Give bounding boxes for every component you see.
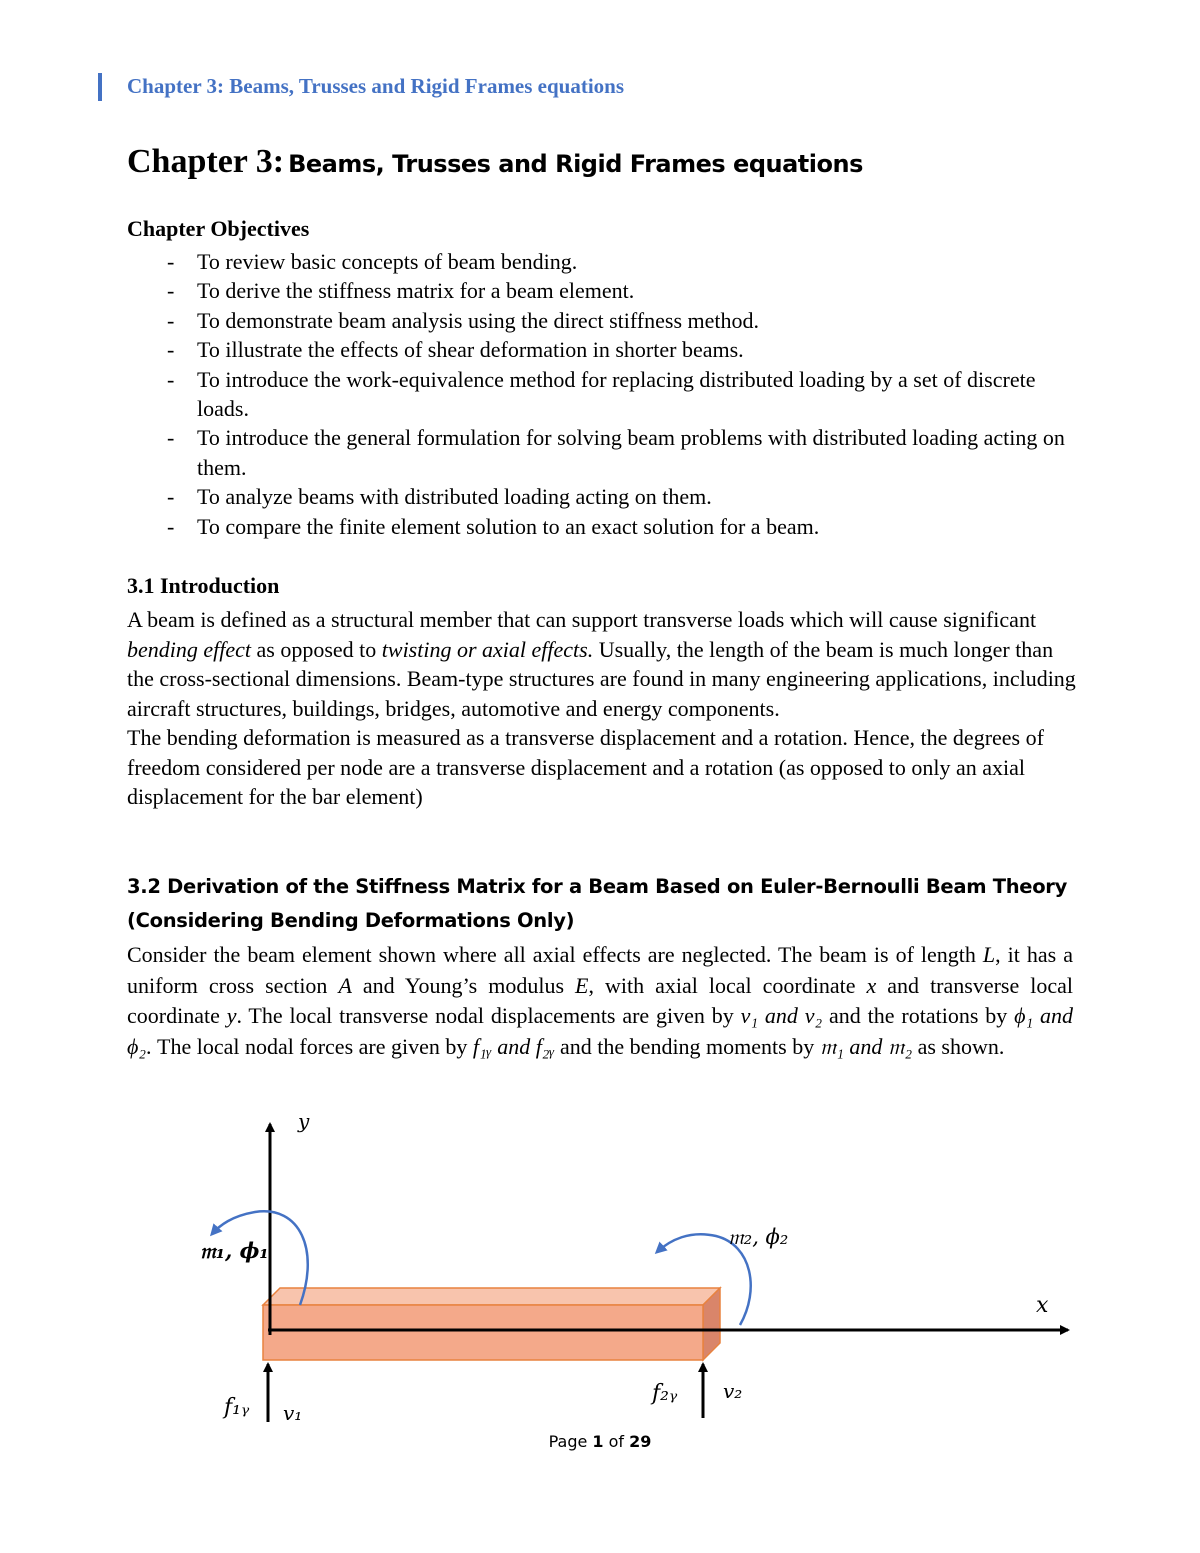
objective-text: To demonstrate beam analysis using the direct stiffness method.	[197, 307, 759, 333]
bullet-dash: -	[167, 513, 175, 539]
objective-item	[127, 365, 1087, 424]
displacement-1-label: v₁	[283, 1401, 303, 1425]
objective-text: To introduce the general formulation for solving beam problems with distributed loading acting on them.	[197, 425, 1065, 480]
intro-paragraph-2: The bending deformation is measured as a transverse displacement and a rotation. Hence, the degrees of freedom considered per node are a transverse displacement and a rotation (as opposed to only an axial displacement for the bar element)	[127, 725, 1044, 809]
objective-text: To compare the finite element solution to an exact solution for a beam.	[197, 513, 820, 539]
bullet-dash: -	[167, 484, 175, 510]
intro-paragraph-1: A beam is defined as a structural member that can support transverse loads which will cause significant bending effect as opposed to twisting or axial effects. Usually, the length of the beam is much longer than the cross-sectional dimensions. Beam-type structures are found in many engineering applications, including aircraft structures, buildings, bridges, automotive and energy components.	[127, 607, 1076, 721]
bullet-dash: -	[167, 307, 175, 333]
objective-item	[127, 306, 1087, 335]
objectives-heading: Chapter Objectives	[127, 216, 310, 241]
moment-1-label: 𝔪₁, ϕ₁	[200, 1238, 269, 1263]
objective-item	[127, 335, 1087, 364]
objective-text: To introduce the work-equivalence method for replacing distributed loading by a set of discrete loads.	[197, 366, 1036, 422]
section-3-2-body: Consider the beam element shown where all axial effects are neglected. The beam is of length L, it has a uniform cross section A and Young’s modulus E, with axial local coordinate x and transverse local coordinate y. The local transverse nodal displacements are given by v₁ and v₂ and the rotations by ϕ₁ and ϕ₂. The local nodal forces are given by f₁ᵧ and f₂ᵧ and the bending moments by 𝔪₁ and 𝔪₂ as shown.	[127, 942, 1074, 1059]
objective-text: To review basic concepts of beam bending.	[197, 249, 578, 274]
chapter-subtitle: Beams, Trusses and Rigid Frames equations	[288, 150, 863, 178]
objective-item	[127, 423, 1087, 482]
section-3-1-heading: 3.1 Introduction	[127, 573, 280, 598]
header-accent-bar	[98, 73, 102, 101]
bullet-dash: -	[167, 425, 175, 451]
beam-front-face	[263, 1305, 703, 1360]
objective-text: To derive the stiffness matrix for a beam element.	[197, 278, 635, 304]
force-1-label: f₁ᵧ	[224, 1395, 250, 1420]
objective-item	[127, 247, 1087, 276]
chapter-number: Chapter 3:	[127, 143, 285, 180]
moment-2-arrow	[657, 1234, 751, 1325]
moment-2-label: 𝔪₂, ϕ₂	[728, 1225, 789, 1249]
force-2-label: f₂ᵧ	[652, 1381, 678, 1406]
y-axis-label: y	[298, 1109, 310, 1133]
beam-side-face	[703, 1288, 720, 1360]
x-axis-label: x	[1036, 1293, 1049, 1318]
section-3-2-heading: 3.2 Derivation of the Stiffness Matrix for a Beam Based on Euler-Bernoulli Beam Theory (Considering Bending Deformations Only)	[127, 875, 1068, 932]
bullet-dash: -	[167, 366, 175, 392]
running-header: Chapter 3: Beams, Trusses and Rigid Frames equations	[127, 74, 625, 98]
moment-1-arrow	[212, 1211, 308, 1305]
objective-item	[127, 276, 1087, 305]
objective-text: To analyze beams with distributed loading acting on them.	[197, 484, 712, 510]
objective-item	[127, 512, 1087, 541]
bullet-dash: -	[167, 249, 175, 274]
displacement-2-label: v₂	[723, 1379, 743, 1403]
objectives-list	[127, 247, 1087, 541]
bullet-dash: -	[167, 337, 175, 363]
page-number: Page 1 of 29	[548, 1432, 652, 1451]
beam-top-face	[263, 1288, 720, 1305]
bullet-dash: -	[167, 278, 175, 304]
objective-text: To illustrate the effects of shear deformation in shorter beams.	[197, 337, 744, 363]
objective-item	[127, 482, 1087, 511]
chapter-title	[127, 143, 863, 181]
section-3-1-body	[127, 605, 1077, 812]
